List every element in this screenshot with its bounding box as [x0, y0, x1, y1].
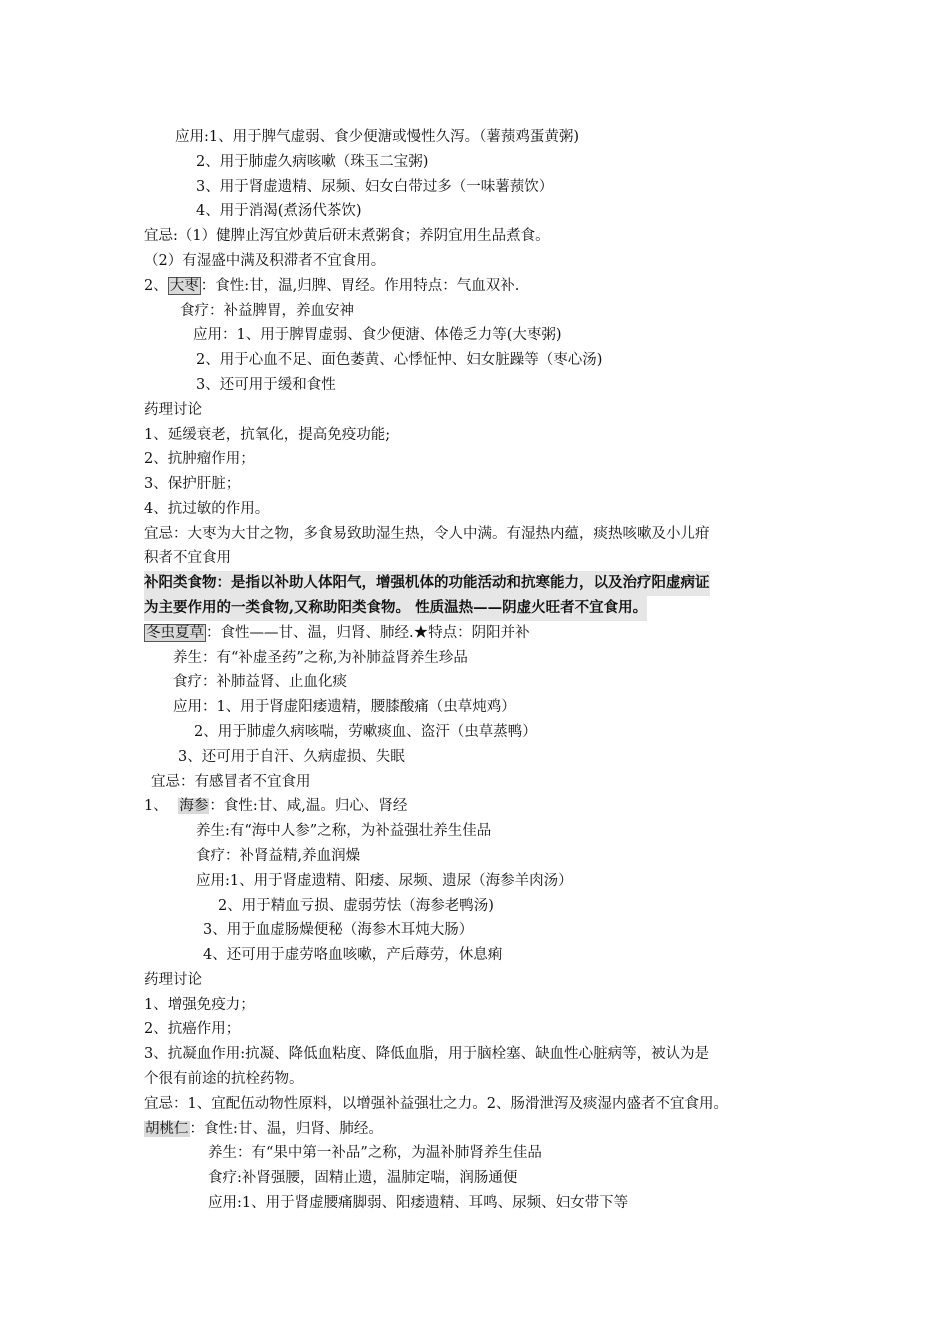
- food-term: 大枣: [169, 278, 199, 294]
- text-line: 2、抗癌作用；: [144, 1021, 241, 1037]
- heading-rest: ：食性:甘、咸,温。归心、肾经: [209, 798, 408, 814]
- text-line: 积者不宜食用: [144, 550, 231, 566]
- text-line: （2）有湿盛中满及积滞者不宜食用。: [144, 253, 386, 269]
- text-line: 4、用于消渴(煮汤代茶饮): [196, 203, 362, 219]
- food-term: 冬虫夏草: [146, 625, 204, 641]
- food-heading-dazao: [144, 274, 519, 299]
- text-line: 4、还可用于虚劳咯血咳嗽，产后蓐劳，休息痢: [203, 947, 503, 963]
- heading-rest: ：食性:甘、温，归肾、肺经。: [189, 1121, 383, 1137]
- text-line: 养生：有“果中第一补品”之称，为温补肺肾养生佳品: [208, 1145, 542, 1161]
- text-line: 药理讨论: [144, 972, 202, 988]
- text-line: 应用:1、用于肾虚遗精、阳痿、尿频、遗尿（海参羊肉汤）: [196, 873, 573, 889]
- text-line: 1、延缓衰老，抗氧化，提高免疫功能;: [144, 427, 391, 443]
- text-line: 食疗：补肺益肾、止血化痰: [173, 674, 347, 690]
- text-line: 2、用于精血亏损、虚弱劳怯（海参老鸭汤): [218, 898, 494, 914]
- text-line: 4、抗过敏的作用。: [144, 501, 270, 517]
- text-line: 3、还可用于缓和食性: [196, 377, 336, 393]
- text-line: 应用：1、用于肾虚阳痿遗精，腰膝酸痛（虫草炖鸡）: [173, 699, 516, 715]
- text-line: 药理讨论: [144, 402, 202, 418]
- text-line: 应用：1、用于脾胃虚弱、食少便溏、体倦乏力等(大枣粥): [193, 327, 562, 343]
- text-line: 养生:有“海中人参”之称，为补益强壮养生佳品: [196, 823, 492, 839]
- text-line: 2、用于心血不足、面色萎黄、心悸怔忡、妇女脏躁等（枣心汤): [196, 352, 603, 368]
- text-line: 宜忌：有感冒者不宜食用: [151, 774, 311, 790]
- text-line: 宜忌：大枣为大甘之物，多食易致助湿生热，令人中满。有湿热内蕴，痰热咳嗽及小儿疳: [144, 526, 710, 542]
- text-line: 养生：有“补虚圣药”之称,为补肺益肾养生珍品: [173, 650, 468, 666]
- bold-section-line: 补阳类食物：是指以补助人体阳气，增强机体的功能活动和抗寒能力，以及治疗阳虚病证: [144, 571, 710, 596]
- text-line: 宜忌：1、宜配伍动物性原料，以增强补益强壮之力。2、肠滑泄泻及痰湿内盛者不宜食用。: [144, 1096, 728, 1112]
- text-line: 2、用于肺虚久病咳嗽（珠玉二宝粥): [196, 154, 429, 170]
- food-heading-hutaoren: [144, 1117, 383, 1142]
- text-line: 3、用于血虚肠燥便秘（海参木耳炖大肠）: [203, 922, 474, 938]
- text-line: 3、用于肾虚遗精、尿频、妇女白带过多（一味薯蓣饮）: [196, 179, 554, 195]
- text-line: 3、还可用于自汗、久病虚损、失眠: [178, 749, 405, 765]
- food-heading-dongchongxiacao: [144, 621, 530, 646]
- text-line: 个很有前途的抗栓药物。: [144, 1071, 304, 1087]
- text-line: 2、用于肺虚久病咳喘，劳嗽痰血、盗汗（虫草蒸鸭）: [194, 724, 537, 740]
- text-line: 3、抗凝血作用:抗凝、降低血粘度、降低血脂，用于脑栓塞、缺血性心脏病等，被认为是: [144, 1046, 710, 1062]
- text-line: 食疗：补肾益精,养血润燥: [196, 848, 361, 864]
- heading-prefix: 2、: [144, 278, 168, 294]
- heading-rest: ：食性——甘、温，归肾、肺经.★特点：阴阳并补: [206, 625, 530, 641]
- text-line: 1、增强免疫力；: [144, 997, 255, 1013]
- heading-rest: ：食性:甘，温,归脾、胃经。作用特点：气血双补.: [200, 278, 520, 294]
- text-line: 食疗：补益脾胃，养血安神: [180, 303, 354, 319]
- text-line: 2、抗肿瘤作用；: [144, 451, 255, 467]
- text-line: 应用:1、用于脾气虚弱、食少便溏或慢性久泻。（薯蓣鸡蛋黄粥): [175, 129, 580, 145]
- food-heading-haishen: [144, 794, 407, 819]
- bold-section-line: 为主要作用的一类食物,又称助阳类食物。 性质温热——阴虚火旺者不宜食用。: [144, 596, 647, 621]
- text-line: 应用:1、用于肾虚腰痛脚弱、阳痿遗精、耳鸣、尿频、妇女带下等: [208, 1195, 629, 1211]
- heading-prefix: 1、: [144, 798, 173, 814]
- text-line: 3、保护肝脏；: [144, 476, 241, 492]
- text-line: 宜忌:（1）健脾止泻宜炒黄后研末煮粥食；养阴宜用生品煮食。: [144, 228, 550, 244]
- text-line: 食疗:补肾强腰，固精止遗，温肺定喘，润肠通便: [208, 1170, 518, 1186]
- food-term: 海参: [179, 798, 209, 814]
- food-term: 胡桃仁: [145, 1121, 189, 1137]
